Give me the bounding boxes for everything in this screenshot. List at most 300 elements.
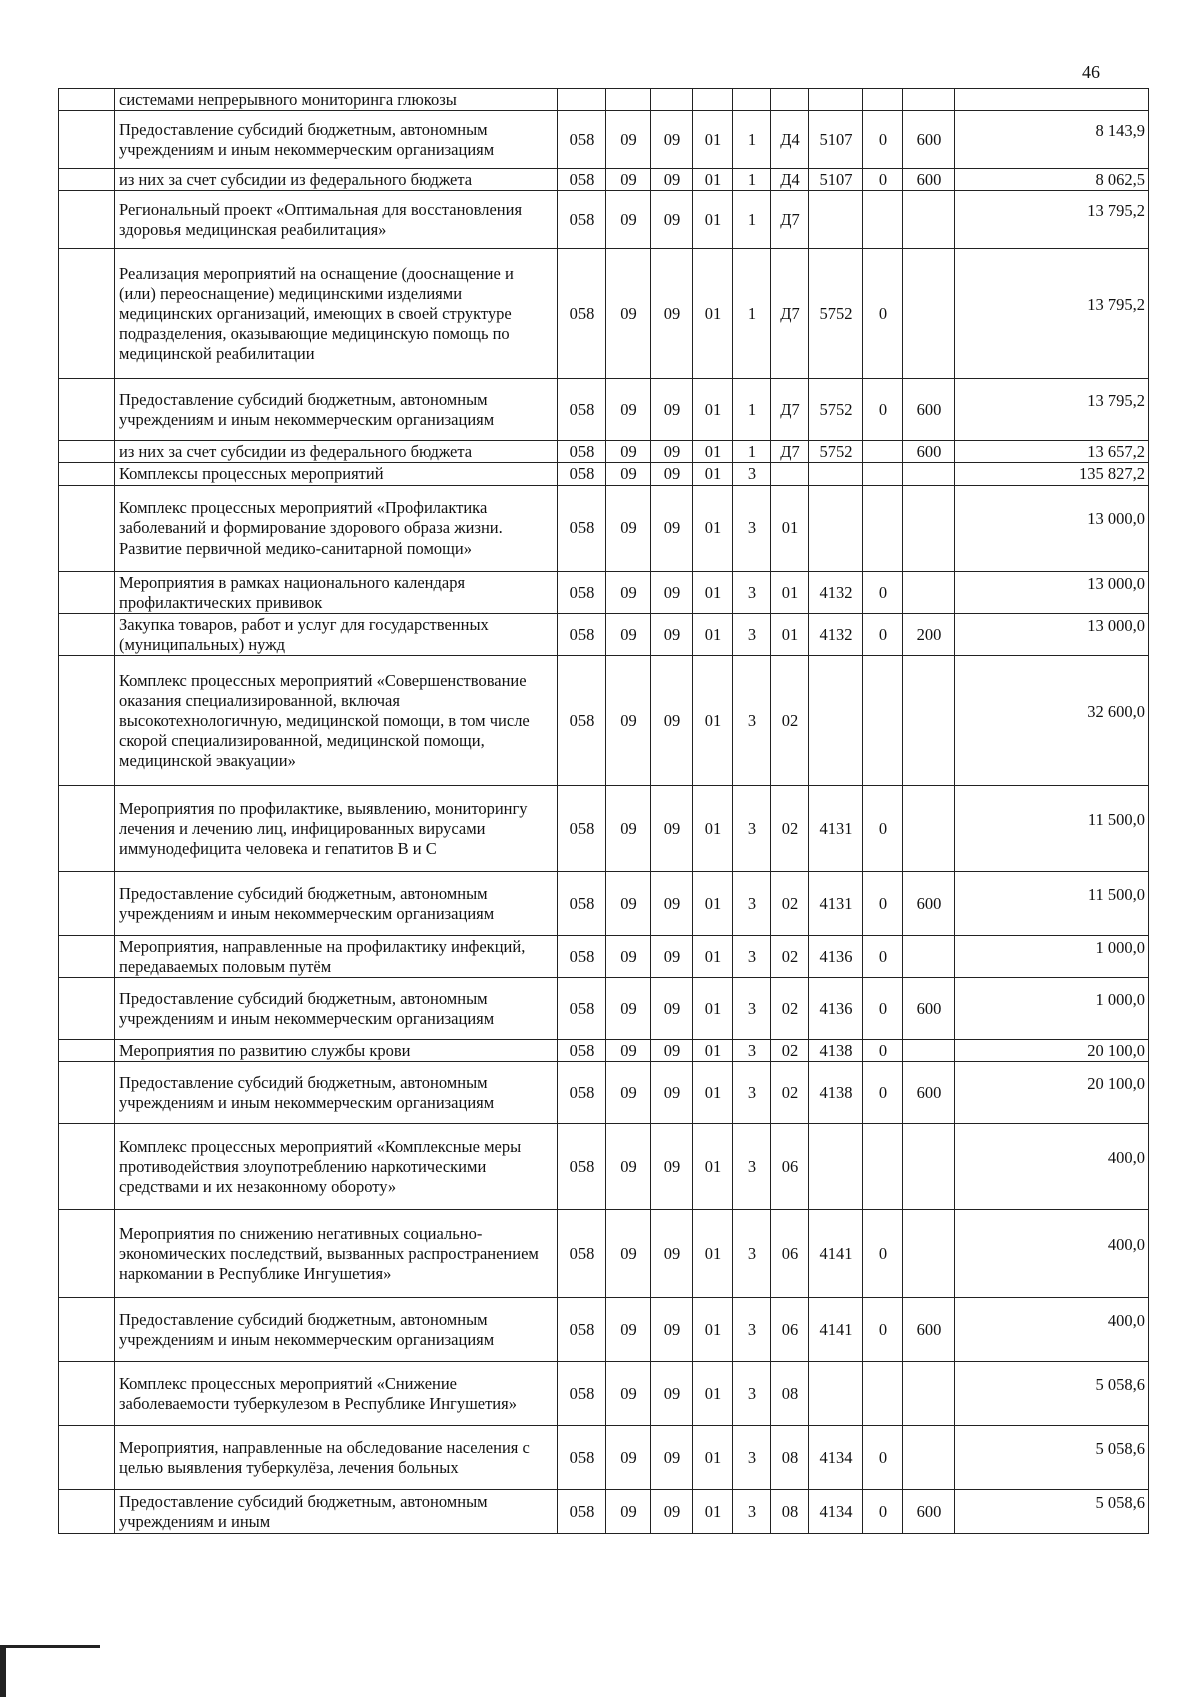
cell-p4 [809,1124,863,1210]
cell-vr [903,485,955,571]
cell-p3: 08 [771,1490,809,1534]
cell-rz: 09 [606,656,651,786]
cell-blank [59,1362,115,1426]
cell-sum: 8 143,9 [955,111,1149,169]
cell-p5: 0 [863,1210,903,1298]
cell-vr: 600 [903,441,955,463]
cell-ved: 058 [558,169,606,191]
cell-p3: 02 [771,978,809,1040]
cell-sum: 13 657,2 [955,441,1149,463]
cell-blank [59,89,115,111]
cell-name: Предоставление субсидий бюджетным, автономным учреждениям и иным [115,1490,558,1534]
table-row [59,1210,1149,1298]
cell-vr: 600 [903,379,955,441]
cell-sum: 11 500,0 [955,872,1149,936]
cell-pr: 09 [651,1124,693,1210]
scan-edge-line [0,1645,100,1648]
cell-ved: 058 [558,191,606,249]
cell-ved: 058 [558,379,606,441]
cell-p4: 4141 [809,1210,863,1298]
cell-p3: 01 [771,571,809,613]
cell-name: Предоставление субсидий бюджетным, автономным учреждениям и иным некоммерческим организациям [115,1062,558,1124]
cell-pr: 09 [651,571,693,613]
cell-p2 [733,89,771,111]
cell-name: Мероприятия по развитию службы крови [115,1040,558,1062]
cell-p1: 01 [693,1490,733,1534]
table-row [59,89,1149,111]
cell-vr [903,1362,955,1426]
cell-p5 [863,191,903,249]
cell-p5: 0 [863,249,903,379]
cell-ved [558,89,606,111]
cell-vr [903,936,955,978]
cell-pr: 09 [651,111,693,169]
cell-p3 [771,463,809,485]
table-row [59,613,1149,655]
cell-pr: 09 [651,786,693,872]
cell-p4: 4134 [809,1426,863,1490]
cell-p3: 02 [771,656,809,786]
table-row [59,1362,1149,1426]
cell-rz: 09 [606,1040,651,1062]
cell-pr: 09 [651,249,693,379]
cell-blank [59,571,115,613]
cell-pr: 09 [651,169,693,191]
cell-p4 [809,1362,863,1426]
cell-vr: 600 [903,872,955,936]
cell-ved: 058 [558,1124,606,1210]
table-row [59,249,1149,379]
cell-sum: 5 058,6 [955,1362,1149,1426]
cell-sum: 1 000,0 [955,936,1149,978]
cell-vr [903,786,955,872]
cell-p2: 1 [733,111,771,169]
cell-p2: 3 [733,485,771,571]
cell-blank [59,786,115,872]
cell-p3: 02 [771,1062,809,1124]
cell-pr: 09 [651,1426,693,1490]
table-body [59,89,1149,1534]
cell-rz: 09 [606,249,651,379]
cell-vr: 600 [903,978,955,1040]
cell-p2: 3 [733,1298,771,1362]
cell-p3: 06 [771,1210,809,1298]
cell-ved: 058 [558,1490,606,1534]
cell-ved: 058 [558,786,606,872]
cell-vr [903,463,955,485]
table-row [59,978,1149,1040]
cell-ved: 058 [558,1210,606,1298]
cell-rz: 09 [606,463,651,485]
cell-ved: 058 [558,1298,606,1362]
cell-vr: 600 [903,1490,955,1534]
cell-p4 [809,656,863,786]
cell-p4 [809,191,863,249]
cell-blank [59,379,115,441]
cell-p1 [693,89,733,111]
cell-vr [903,191,955,249]
cell-pr: 09 [651,1210,693,1298]
table-row [59,1298,1149,1362]
cell-vr [903,656,955,786]
cell-p4: 4132 [809,571,863,613]
cell-name: системами непрерывного мониторинга глюкозы [115,89,558,111]
cell-p1: 01 [693,1210,733,1298]
cell-p5 [863,463,903,485]
cell-pr: 09 [651,191,693,249]
cell-p5: 0 [863,1298,903,1362]
cell-blank [59,191,115,249]
cell-pr: 09 [651,872,693,936]
table-row [59,111,1149,169]
table-row [59,571,1149,613]
cell-p4: 4132 [809,613,863,655]
cell-p4: 4131 [809,786,863,872]
cell-p2: 3 [733,613,771,655]
cell-name: Комплекс процессных мероприятий «Профилактика заболеваний и формирование здорового образа жизни. Развитие первичной медико-санитарной помощи» [115,485,558,571]
cell-p3: 08 [771,1426,809,1490]
table-row [59,379,1149,441]
cell-name: Комплекс процессных мероприятий «Снижение заболеваемости туберкулезом в Республике Ингушетия» [115,1362,558,1426]
cell-rz: 09 [606,485,651,571]
cell-p1: 01 [693,379,733,441]
cell-p3: 02 [771,936,809,978]
cell-ved: 058 [558,613,606,655]
cell-sum: 13 000,0 [955,571,1149,613]
cell-name: Предоставление субсидий бюджетным, автономным учреждениям и иным некоммерческим организациям [115,379,558,441]
cell-p4 [809,463,863,485]
cell-p1: 01 [693,786,733,872]
table-row [59,1426,1149,1490]
cell-pr [651,89,693,111]
cell-blank [59,1426,115,1490]
cell-p2: 3 [733,1426,771,1490]
cell-p1: 01 [693,1040,733,1062]
cell-p5: 0 [863,1040,903,1062]
cell-sum: 20 100,0 [955,1040,1149,1062]
budget-table-container [58,88,1148,1534]
cell-ved: 058 [558,463,606,485]
cell-p1: 01 [693,613,733,655]
cell-p3: 02 [771,1040,809,1062]
cell-pr: 09 [651,1062,693,1124]
cell-rz: 09 [606,1426,651,1490]
cell-p1: 01 [693,191,733,249]
scan-edge-mark [0,1645,6,1697]
cell-ved: 058 [558,441,606,463]
cell-vr: 200 [903,613,955,655]
table-row [59,169,1149,191]
cell-name: Предоставление субсидий бюджетным, автономным учреждениям и иным некоммерческим организациям [115,872,558,936]
cell-rz: 09 [606,978,651,1040]
cell-p3: Д7 [771,441,809,463]
cell-p2: 1 [733,441,771,463]
cell-p5: 0 [863,169,903,191]
cell-ved: 058 [558,978,606,1040]
cell-name: Мероприятия по снижению негативных социально-экономических последствий, вызванных распространением наркомании в Республике Ингушетия» [115,1210,558,1298]
cell-name: Комплекс процессных мероприятий «Комплексные меры противодействия злоупотреблению наркотическими средствами и их незаконному обороту» [115,1124,558,1210]
cell-rz: 09 [606,1490,651,1534]
cell-p3: 01 [771,485,809,571]
cell-pr: 09 [651,656,693,786]
cell-name: Предоставление субсидий бюджетным, автономным учреждениям и иным некоммерческим организациям [115,1298,558,1362]
cell-p1: 01 [693,1426,733,1490]
cell-blank [59,485,115,571]
cell-pr: 09 [651,463,693,485]
cell-vr [903,249,955,379]
cell-rz: 09 [606,1210,651,1298]
cell-name: Комплекс процессных мероприятий «Совершенствование оказания специализированной, включая высокотехнологичную, медицинской помощи, в том числе скорой специализированной, медицинской помощи, медицинской эвакуации» [115,656,558,786]
cell-blank [59,111,115,169]
cell-p5: 0 [863,111,903,169]
table-row [59,786,1149,872]
cell-name: Реализация мероприятий на оснащение (дооснащение и (или) переоснащение) медицинскими изделиями медицинских организаций, имеющих в своей структуре подразделения, оказывающие медицинскую помощь по медицинской реабилитации [115,249,558,379]
cell-ved: 058 [558,571,606,613]
cell-p2: 3 [733,786,771,872]
cell-blank [59,1490,115,1534]
cell-p4: 4131 [809,872,863,936]
cell-ved: 058 [558,1426,606,1490]
cell-ved: 058 [558,872,606,936]
cell-p5 [863,1124,903,1210]
cell-p1: 01 [693,978,733,1040]
cell-name: Мероприятия, направленные на обследование населения с целью выявления туберкулёза, лечения больных [115,1426,558,1490]
cell-p1: 01 [693,463,733,485]
cell-rz: 09 [606,936,651,978]
cell-p2: 3 [733,1124,771,1210]
cell-p2: 3 [733,978,771,1040]
cell-pr: 09 [651,613,693,655]
cell-vr: 600 [903,111,955,169]
cell-sum: 400,0 [955,1298,1149,1362]
cell-p3: 06 [771,1124,809,1210]
cell-sum: 400,0 [955,1210,1149,1298]
cell-p5: 0 [863,1062,903,1124]
cell-pr: 09 [651,1298,693,1362]
cell-p4: 5752 [809,379,863,441]
table-row [59,872,1149,936]
cell-p4: 4136 [809,978,863,1040]
cell-p3 [771,89,809,111]
table-row [59,1040,1149,1062]
cell-name: Мероприятия по профилактике, выявлению, мониторингу лечения и лечению лиц, инфицированных вирусами иммунодефицита человека и гепатитов В и С [115,786,558,872]
cell-p4: 4138 [809,1040,863,1062]
table-row [59,1062,1149,1124]
cell-p2: 3 [733,1210,771,1298]
cell-p1: 01 [693,169,733,191]
cell-vr [903,1040,955,1062]
cell-blank [59,1062,115,1124]
cell-p2: 1 [733,249,771,379]
table-row [59,441,1149,463]
cell-rz: 09 [606,379,651,441]
cell-name: Закупка товаров, работ и услуг для государственных (муниципальных) нужд [115,613,558,655]
cell-p5 [863,89,903,111]
cell-p4: 5752 [809,249,863,379]
cell-p4: 5752 [809,441,863,463]
cell-sum: 400,0 [955,1124,1149,1210]
cell-sum: 13 795,2 [955,249,1149,379]
cell-pr: 09 [651,936,693,978]
cell-blank [59,1210,115,1298]
cell-ved: 058 [558,1362,606,1426]
cell-rz: 09 [606,1298,651,1362]
cell-p3: 06 [771,1298,809,1362]
cell-p5: 0 [863,1490,903,1534]
cell-blank [59,169,115,191]
cell-sum: 20 100,0 [955,1062,1149,1124]
table-row [59,463,1149,485]
cell-p4: 4136 [809,936,863,978]
cell-vr [903,89,955,111]
cell-p2: 3 [733,463,771,485]
cell-p1: 01 [693,1298,733,1362]
cell-p2: 3 [733,872,771,936]
cell-p1: 01 [693,1062,733,1124]
cell-vr: 600 [903,1298,955,1362]
cell-p3: 02 [771,872,809,936]
cell-p1: 01 [693,872,733,936]
cell-ved: 058 [558,1040,606,1062]
cell-p5: 0 [863,379,903,441]
cell-p5: 0 [863,613,903,655]
cell-ved: 058 [558,1062,606,1124]
cell-p3: 02 [771,786,809,872]
cell-blank [59,656,115,786]
cell-vr: 600 [903,1062,955,1124]
cell-sum: 13 000,0 [955,613,1149,655]
page-number: 46 [1082,62,1100,82]
cell-p1: 01 [693,441,733,463]
cell-sum: 5 058,6 [955,1490,1149,1534]
cell-ved: 058 [558,111,606,169]
cell-vr [903,1426,955,1490]
cell-p4 [809,485,863,571]
cell-rz: 09 [606,1124,651,1210]
cell-p2: 3 [733,1490,771,1534]
cell-pr: 09 [651,441,693,463]
cell-p2: 3 [733,656,771,786]
cell-name: из них за счет субсидии из федерального бюджета [115,441,558,463]
cell-rz: 09 [606,1062,651,1124]
cell-p5: 0 [863,872,903,936]
cell-rz: 09 [606,1362,651,1426]
cell-p5: 0 [863,786,903,872]
cell-p3: 08 [771,1362,809,1426]
cell-p3: Д4 [771,169,809,191]
cell-p2: 3 [733,1040,771,1062]
cell-rz: 09 [606,786,651,872]
cell-blank [59,1298,115,1362]
cell-name: Предоставление субсидий бюджетным, автономным учреждениям и иным некоммерческим организациям [115,111,558,169]
cell-sum: 13 795,2 [955,379,1149,441]
cell-p3: Д7 [771,191,809,249]
cell-pr: 09 [651,1490,693,1534]
cell-p2: 3 [733,1062,771,1124]
cell-blank [59,249,115,379]
cell-name: Комплексы процессных мероприятий [115,463,558,485]
cell-p5: 0 [863,978,903,1040]
cell-p2: 3 [733,1362,771,1426]
cell-sum: 5 058,6 [955,1426,1149,1490]
cell-p4 [809,89,863,111]
cell-p5 [863,441,903,463]
cell-p4: 5107 [809,169,863,191]
cell-sum: 135 827,2 [955,463,1149,485]
cell-vr [903,1124,955,1210]
cell-p2: 1 [733,379,771,441]
cell-ved: 058 [558,656,606,786]
table-row [59,936,1149,978]
cell-vr: 600 [903,169,955,191]
cell-blank [59,613,115,655]
cell-blank [59,1124,115,1210]
cell-ved: 058 [558,936,606,978]
table-row [59,485,1149,571]
cell-p3: Д4 [771,111,809,169]
cell-p5: 0 [863,571,903,613]
cell-sum [955,89,1149,111]
cell-pr: 09 [651,1040,693,1062]
cell-p5 [863,485,903,571]
cell-p1: 01 [693,571,733,613]
cell-p1: 01 [693,249,733,379]
cell-sum: 32 600,0 [955,656,1149,786]
cell-rz: 09 [606,111,651,169]
cell-vr [903,1210,955,1298]
cell-rz: 09 [606,571,651,613]
cell-p1: 01 [693,111,733,169]
cell-blank [59,1040,115,1062]
table-row [59,191,1149,249]
cell-blank [59,441,115,463]
cell-p4: 4141 [809,1298,863,1362]
cell-p4: 5107 [809,111,863,169]
cell-p1: 01 [693,1362,733,1426]
cell-p5 [863,656,903,786]
cell-rz: 09 [606,441,651,463]
cell-pr: 09 [651,978,693,1040]
budget-table [58,88,1149,1534]
cell-pr: 09 [651,485,693,571]
cell-name: Мероприятия в рамках национального календаря профилактических прививок [115,571,558,613]
cell-name: Мероприятия, направленные на профилактику инфекций, передаваемых половым путём [115,936,558,978]
cell-p3: 01 [771,613,809,655]
cell-ved: 058 [558,485,606,571]
cell-sum: 1 000,0 [955,978,1149,1040]
cell-p2: 1 [733,191,771,249]
cell-blank [59,936,115,978]
cell-sum: 8 062,5 [955,169,1149,191]
cell-sum: 13 795,2 [955,191,1149,249]
cell-p2: 1 [733,169,771,191]
cell-p4: 4138 [809,1062,863,1124]
cell-p3: Д7 [771,379,809,441]
cell-p5: 0 [863,936,903,978]
cell-vr [903,571,955,613]
cell-p1: 01 [693,656,733,786]
cell-p5: 0 [863,1426,903,1490]
cell-sum: 13 000,0 [955,485,1149,571]
cell-p1: 01 [693,936,733,978]
cell-blank [59,978,115,1040]
cell-p1: 01 [693,485,733,571]
cell-rz: 09 [606,191,651,249]
cell-p5 [863,1362,903,1426]
cell-rz: 09 [606,872,651,936]
cell-name: Предоставление субсидий бюджетным, автономным учреждениям и иным некоммерческим организациям [115,978,558,1040]
cell-ved: 058 [558,249,606,379]
